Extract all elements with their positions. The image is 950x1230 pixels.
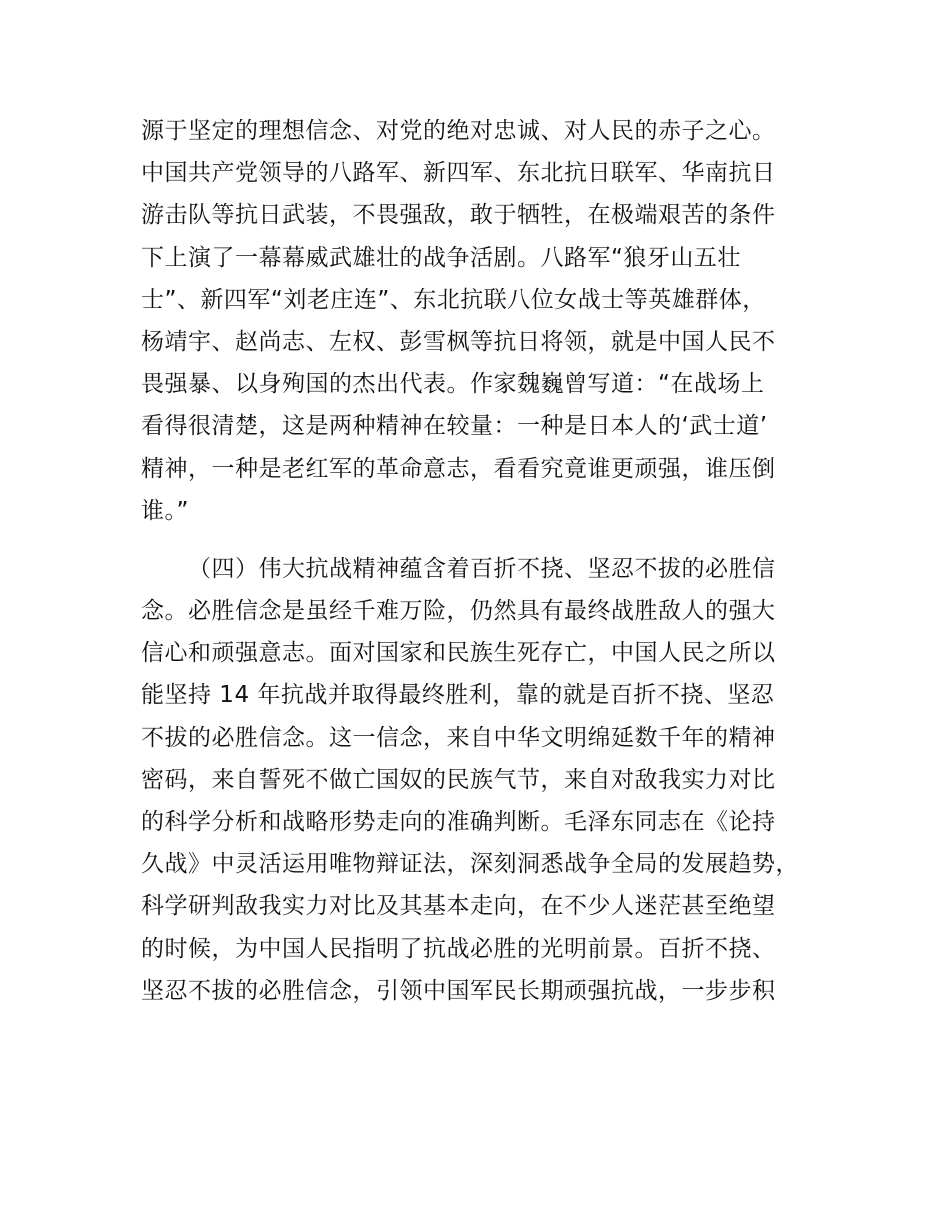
text-line: 坚忍不拔的必胜信念，引领中国军民长期顽强抗战，一步步积 (141, 977, 776, 1004)
paragraph-1 (141, 110, 841, 532)
text-line: 密码，来自誓死不做亡国奴的民族气节，来自对敌我实力对比 (141, 766, 776, 793)
text-line: 杨靖宇、赵尚志、左权、彭雪枫等抗日将领，就是中国人民不 (141, 328, 776, 355)
text-line: 谁。” (141, 497, 189, 524)
text-line: 久战》中灵活运用唯物辩证法，深刻洞悉战争全局的发展趋势， (141, 851, 799, 878)
text-line: 能坚持 14 年抗战并取得最终胜利，靠的就是百折不挠、坚忍 (141, 682, 775, 709)
text-line: 精神，一种是老红军的革命意志，看看究竟谁更顽强，谁压倒 (141, 455, 776, 482)
text-line: 不拔的必胜信念。这一信念，来自中华文明绵延数千年的精神 (141, 724, 776, 751)
text-line: 下上演了一幕幕威武雄壮的战争活剧。八路军“狼牙山五壮 (141, 244, 741, 271)
text-line: （四）伟大抗战精神蕴含着百折不挠、坚忍不拔的必胜信 (188, 555, 776, 582)
document-body (141, 110, 841, 1012)
text-line: 科学研判敌我实力对比及其基本走向，在不少人迷茫甚至绝望 (141, 893, 776, 920)
text-line: 信心和顽强意志。面对国家和民族生死存亡，中国人民之所以 (141, 640, 776, 667)
text-line: 念。必胜信念是虽经千难万险，仍然具有最终战胜敌人的强大 (141, 598, 776, 625)
text-line: 士”、新四军“刘老庄连”、东北抗联八位女战士等英雄群体， (141, 286, 766, 313)
text-line: 游击队等抗日武装，不畏强敌，敢于牺牲，在极端艰苦的条件 (141, 202, 776, 229)
text-line: 的科学分析和战略形势走向的准确判断。毛泽东同志在《论持 (141, 809, 776, 835)
text-line: 畏强暴、以身殉国的杰出代表。作家魏巍曾写道：“在战场上 (141, 371, 765, 398)
text-line: 的时候，为中国人民指明了抗战必胜的光明前景。百折不挠、 (141, 935, 776, 962)
paragraph-spacer (141, 532, 841, 548)
text-line: 看得很清楚，这是两种精神在较量：一种是日本人的‘武士道’ (141, 413, 768, 440)
text-line: 中国共产党领导的八路军、新四军、东北抗日联军、华南抗日 (141, 160, 776, 187)
text-line: 源于坚定的理想信念、对党的绝对忠诚、对人民的赤子之心。 (141, 118, 776, 144)
paragraph-2 (141, 548, 841, 1012)
